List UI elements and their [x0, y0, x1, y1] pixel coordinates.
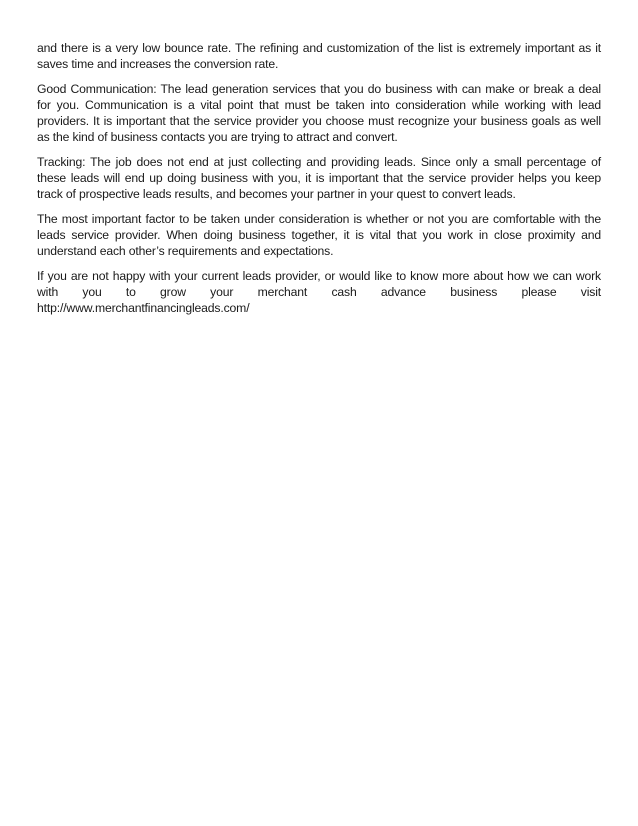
paragraph-comfort-factor: The most important factor to be taken under consideration is whether or not you are comfortable with the leads service provider. When doing business together, it is vital that you work in close proximity and understand each other’s requirements and expectations. — [37, 211, 601, 259]
paragraph-good-communication: Good Communication: The lead generation services that you do business with can make or break a deal for you. Communication is a vital point that must be taken into consideration while working with lead providers. It is important that the service provider you choose must recognize your business goals as well as the kind of business contacts you are trying to attract and convert. — [37, 81, 601, 145]
paragraph-bounce-rate: and there is a very low bounce rate. The refining and customization of the list is extremely important as it saves time and increases the conversion rate. — [37, 41, 601, 72]
paragraph-tracking: Tracking: The job does not end at just collecting and providing leads. Since only a small percentage of these leads will end up doing business with you, it is important that the service provider helps you keep track of prospective leads results, and becomes your partner in your quest to convert leads. — [37, 154, 601, 202]
document-body — [37, 40, 601, 316]
paragraph-contact-visit: If you are not happy with your current leads provider, or would like to know more about how we can work with you to grow your merchant cash advance business please visit http://www.merchantfinancingleads.com/ — [37, 268, 601, 316]
